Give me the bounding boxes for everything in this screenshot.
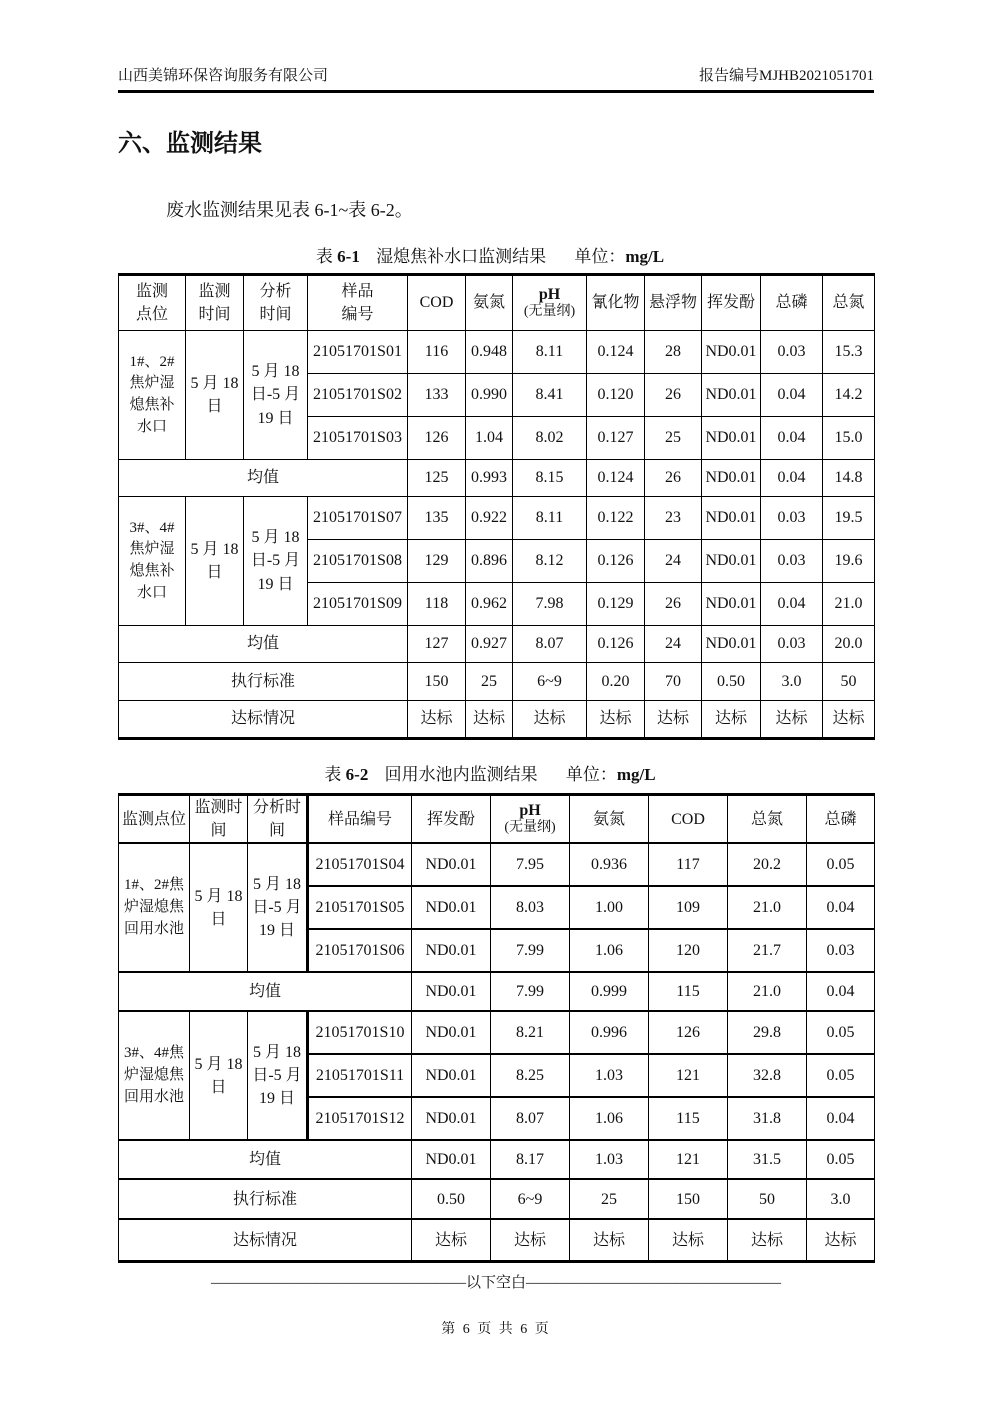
sample-id-cell: 21051701S12	[308, 1097, 412, 1140]
value-cell: 118	[408, 583, 466, 626]
value-cell: 24	[645, 626, 702, 663]
value-cell: 125	[408, 460, 466, 497]
value-cell: 0.993	[466, 460, 513, 497]
value-cell: 0.05	[807, 843, 875, 886]
value-cell: 0.922	[466, 497, 513, 540]
value-cell: ND0.01	[702, 460, 761, 497]
value-cell: 7.99	[491, 929, 570, 972]
analysis-time-cell: 5 月 18 日-5 月 19 日	[244, 331, 308, 460]
value-cell: 31.5	[728, 1140, 807, 1179]
compliance-cell: 达标	[408, 701, 466, 739]
value-cell: 0.124	[587, 331, 645, 374]
value-cell: 150	[408, 663, 466, 701]
value-cell: 0.120	[587, 374, 645, 417]
value-cell: 150	[649, 1179, 728, 1219]
value-cell: ND0.01	[702, 626, 761, 663]
section-title: 六、监测结果	[118, 131, 262, 157]
value-cell: 1.04	[466, 417, 513, 460]
value-cell: 1.03	[570, 1054, 649, 1097]
standard-row	[119, 1179, 875, 1219]
table2-header-row	[119, 795, 875, 844]
table-row	[119, 1011, 875, 1054]
page-number: 第 6 页 共 6 页	[441, 1321, 551, 1337]
mean-label: 均值	[119, 626, 408, 663]
value-cell: 8.17	[491, 1140, 570, 1179]
column-header-cyanide: 氰化物	[587, 275, 645, 331]
value-cell: 0.127	[587, 417, 645, 460]
sample-id-cell: 21051701S09	[308, 583, 408, 626]
value-cell: 109	[649, 886, 728, 929]
compliance-cell: 达标	[412, 1219, 491, 1261]
mean-row	[119, 972, 875, 1011]
value-cell: ND0.01	[412, 1097, 491, 1140]
value-cell: 8.11	[513, 497, 587, 540]
site-cell: 3#、4#焦炉湿熄焦回用水池	[119, 1011, 190, 1140]
value-cell: 32.8	[728, 1054, 807, 1097]
value-cell: 127	[408, 626, 466, 663]
value-cell: 23	[645, 497, 702, 540]
sample-time-cell: 5 月 18 日	[186, 331, 244, 460]
table1-caption-label: 表 6-1	[315, 247, 360, 266]
value-cell: 117	[649, 843, 728, 886]
value-cell: ND0.01	[702, 540, 761, 583]
value-cell: 0.126	[587, 626, 645, 663]
value-cell: 8.03	[491, 886, 570, 929]
value-cell: 6~9	[513, 663, 587, 701]
column-header-sample-time: 监测时间	[186, 275, 244, 331]
compliance-row	[119, 701, 875, 739]
value-cell: 26	[645, 460, 702, 497]
value-cell: 1.06	[570, 929, 649, 972]
mean-row	[119, 626, 875, 663]
table2-caption-unit: 单位：mg/L	[565, 765, 656, 784]
value-cell: 8.41	[513, 374, 587, 417]
column-header-total-nitrogen: 总氮	[823, 275, 875, 331]
sample-id-cell: 21051701S11	[308, 1054, 412, 1097]
value-cell: 126	[649, 1011, 728, 1054]
mean-label: 均值	[119, 460, 408, 497]
value-cell: 19.5	[823, 497, 875, 540]
standard-row	[119, 663, 875, 701]
site-cell: 1#、2#焦炉湿熄焦补水口	[119, 331, 186, 460]
value-cell: 7.99	[491, 972, 570, 1011]
value-cell: 0.04	[807, 886, 875, 929]
compliance-cell: 达标	[649, 1219, 728, 1261]
value-cell: ND0.01	[702, 417, 761, 460]
value-cell: 1.03	[570, 1140, 649, 1179]
value-cell: 26	[645, 583, 702, 626]
value-cell: 8.07	[491, 1097, 570, 1140]
value-cell: 15.0	[823, 417, 875, 460]
value-cell: 133	[408, 374, 466, 417]
table2-caption-label: 表 6-2	[324, 765, 369, 784]
compliance-cell: 达标	[702, 701, 761, 739]
value-cell: 6~9	[491, 1179, 570, 1219]
sample-id-cell: 21051701S06	[308, 929, 412, 972]
column-header-phenol: 挥发酚	[412, 795, 491, 844]
value-cell: 120	[649, 929, 728, 972]
value-cell: 129	[408, 540, 466, 583]
value-cell: 14.2	[823, 374, 875, 417]
compliance-label: 达标情况	[119, 701, 408, 739]
column-header-sample-id: 样品编号	[308, 795, 412, 844]
report-number: 报告编号MJHB2021051701	[698, 68, 874, 84]
company-name: 山西美锦环保咨询服务有限公司	[118, 68, 329, 84]
table1-caption	[118, 242, 874, 267]
sample-time-cell: 5 月 18 日	[190, 843, 248, 972]
mean-row	[119, 460, 875, 497]
value-cell: 121	[649, 1054, 728, 1097]
value-cell: 29.8	[728, 1011, 807, 1054]
value-cell: 7.95	[491, 843, 570, 886]
value-cell: 0.03	[761, 626, 823, 663]
value-cell: 8.15	[513, 460, 587, 497]
compliance-cell: 达标	[466, 701, 513, 739]
value-cell: ND0.01	[412, 972, 491, 1011]
column-header-phenol: 挥发酚	[702, 275, 761, 331]
sample-id-cell: 21051701S10	[308, 1011, 412, 1054]
mean-label: 均值	[119, 1140, 412, 1179]
column-header-analysis-time: 分析时间	[244, 275, 308, 331]
value-cell: 19.6	[823, 540, 875, 583]
standard-label: 执行标准	[119, 1179, 412, 1219]
value-cell: 50	[823, 663, 875, 701]
analysis-time-cell: 5 月 18 日-5 月 19 日	[248, 1011, 308, 1140]
value-cell: 0.122	[587, 497, 645, 540]
value-cell: ND0.01	[412, 1011, 491, 1054]
page-content	[118, 0, 874, 1338]
column-header-sample-id: 样品编号	[308, 275, 408, 331]
value-cell: ND0.01	[702, 497, 761, 540]
column-header-site: 监测点位	[119, 275, 186, 331]
compliance-cell: 达标	[587, 701, 645, 739]
sample-time-cell: 5 月 18 日	[186, 497, 244, 626]
value-cell: 0.896	[466, 540, 513, 583]
value-cell: 25	[466, 663, 513, 701]
value-cell: ND0.01	[412, 1054, 491, 1097]
column-header-cod: COD	[649, 795, 728, 844]
value-cell: 0.04	[761, 460, 823, 497]
value-cell: 8.07	[513, 626, 587, 663]
compliance-cell: 达标	[807, 1219, 875, 1261]
column-header-suspended-solids: 悬浮物	[645, 275, 702, 331]
value-cell: 14.8	[823, 460, 875, 497]
value-cell: 0.04	[761, 583, 823, 626]
value-cell: 25	[570, 1179, 649, 1219]
table1-caption-title: 湿熄焦补水口监测结果	[376, 247, 547, 266]
site-cell: 3#、4#焦炉湿熄焦补水口	[119, 497, 186, 626]
table1-header-row	[119, 275, 875, 331]
column-header-total-phosphorus: 总磷	[807, 795, 875, 844]
value-cell: 0.04	[761, 417, 823, 460]
value-cell: 25	[645, 417, 702, 460]
intro-paragraph: 废水监测结果见表 6-1~表 6-2。	[166, 200, 413, 220]
column-header-total-phosphorus: 总磷	[761, 275, 823, 331]
value-cell: ND0.01	[412, 929, 491, 972]
value-cell: 24	[645, 540, 702, 583]
value-cell: 0.05	[807, 1140, 875, 1179]
header-rule	[118, 90, 874, 93]
value-cell: 15.3	[823, 331, 875, 374]
column-header-site: 监测点位	[119, 795, 190, 844]
value-cell: 135	[408, 497, 466, 540]
sample-id-cell: 21051701S03	[308, 417, 408, 460]
value-cell: 115	[649, 1097, 728, 1140]
column-header-total-nitrogen: 总氮	[728, 795, 807, 844]
site-cell: 1#、2#焦炉湿熄焦回用水池	[119, 843, 190, 972]
value-cell: 3.0	[807, 1179, 875, 1219]
value-cell: 0.20	[587, 663, 645, 701]
sample-id-cell: 21051701S01	[308, 331, 408, 374]
value-cell: 3.0	[761, 663, 823, 701]
value-cell: 0.03	[761, 540, 823, 583]
value-cell: 50	[728, 1179, 807, 1219]
value-cell: 0.03	[761, 497, 823, 540]
sample-id-cell: 21051701S05	[308, 886, 412, 929]
value-cell: 0.126	[587, 540, 645, 583]
value-cell: 0.990	[466, 374, 513, 417]
column-header-ammonia: 氨氮	[466, 275, 513, 331]
value-cell: 0.996	[570, 1011, 649, 1054]
value-cell: 8.11	[513, 331, 587, 374]
standard-label: 执行标准	[119, 663, 408, 701]
value-cell: 0.50	[702, 663, 761, 701]
value-cell: 0.999	[570, 972, 649, 1011]
value-cell: 1.06	[570, 1097, 649, 1140]
value-cell: ND0.01	[412, 843, 491, 886]
sample-id-cell: 21051701S04	[308, 843, 412, 886]
sample-id-cell: 21051701S07	[308, 497, 408, 540]
table-6-2	[118, 793, 875, 1263]
value-cell: 115	[649, 972, 728, 1011]
value-cell: 0.927	[466, 626, 513, 663]
value-cell: 0.948	[466, 331, 513, 374]
table-6-1	[118, 273, 875, 740]
value-cell: 21.0	[728, 886, 807, 929]
column-header-ph: pH (无量纲)	[513, 275, 587, 331]
compliance-cell: 达标	[513, 701, 587, 739]
value-cell: 0.04	[761, 374, 823, 417]
value-cell: 8.12	[513, 540, 587, 583]
value-cell: 70	[645, 663, 702, 701]
value-cell: 0.962	[466, 583, 513, 626]
value-cell: 0.936	[570, 843, 649, 886]
value-cell: 8.25	[491, 1054, 570, 1097]
column-header-cod: COD	[408, 275, 466, 331]
value-cell: ND0.01	[412, 1140, 491, 1179]
compliance-cell: 达标	[761, 701, 823, 739]
table-row	[119, 331, 875, 374]
value-cell: 8.21	[491, 1011, 570, 1054]
analysis-time-cell: 5 月 18 日-5 月 19 日	[244, 497, 308, 626]
value-cell: 7.98	[513, 583, 587, 626]
value-cell: 126	[408, 417, 466, 460]
value-cell: 0.03	[761, 331, 823, 374]
compliance-cell: 达标	[645, 701, 702, 739]
value-cell: 20.0	[823, 626, 875, 663]
value-cell: 21.0	[728, 972, 807, 1011]
compliance-label: 达标情况	[119, 1219, 412, 1261]
value-cell: 20.2	[728, 843, 807, 886]
table2-caption	[118, 760, 874, 785]
column-header-analysis-time: 分析时间	[248, 795, 308, 844]
compliance-row	[119, 1219, 875, 1261]
mean-row	[119, 1140, 875, 1179]
value-cell: 0.04	[807, 1097, 875, 1140]
value-cell: 116	[408, 331, 466, 374]
value-cell: 1.00	[570, 886, 649, 929]
column-header-ph: pH (无量纲)	[491, 795, 570, 844]
value-cell: ND0.01	[702, 331, 761, 374]
table1-caption-unit: 单位：mg/L	[574, 247, 665, 266]
sample-id-cell: 21051701S02	[308, 374, 408, 417]
compliance-cell: 达标	[823, 701, 875, 739]
mean-label: 均值	[119, 972, 412, 1011]
value-cell: 28	[645, 331, 702, 374]
blank-space-marker: —————————————————以下空白—————————————————	[210, 1274, 781, 1291]
sample-time-cell: 5 月 18 日	[190, 1011, 248, 1140]
compliance-cell: 达标	[728, 1219, 807, 1261]
compliance-cell: 达标	[491, 1219, 570, 1261]
document-header	[118, 0, 874, 85]
table-row	[119, 497, 875, 540]
column-header-sample-time: 监测时间	[190, 795, 248, 844]
value-cell: 0.124	[587, 460, 645, 497]
value-cell: 21.7	[728, 929, 807, 972]
value-cell: 31.8	[728, 1097, 807, 1140]
table-row	[119, 843, 875, 886]
column-header-ammonia: 氨氮	[570, 795, 649, 844]
analysis-time-cell: 5 月 18 日-5 月 19 日	[248, 843, 308, 972]
sample-id-cell: 21051701S08	[308, 540, 408, 583]
value-cell: 0.05	[807, 1054, 875, 1097]
value-cell: 21.0	[823, 583, 875, 626]
table2-caption-title: 回用水池内监测结果	[384, 765, 538, 784]
value-cell: ND0.01	[702, 583, 761, 626]
value-cell: 0.04	[807, 972, 875, 1011]
value-cell: 0.50	[412, 1179, 491, 1219]
value-cell: 0.05	[807, 1011, 875, 1054]
compliance-cell: 达标	[570, 1219, 649, 1261]
value-cell: 121	[649, 1140, 728, 1179]
value-cell: 8.02	[513, 417, 587, 460]
value-cell: 26	[645, 374, 702, 417]
value-cell: 0.03	[807, 929, 875, 972]
value-cell: ND0.01	[412, 886, 491, 929]
value-cell: 0.129	[587, 583, 645, 626]
value-cell: ND0.01	[702, 374, 761, 417]
